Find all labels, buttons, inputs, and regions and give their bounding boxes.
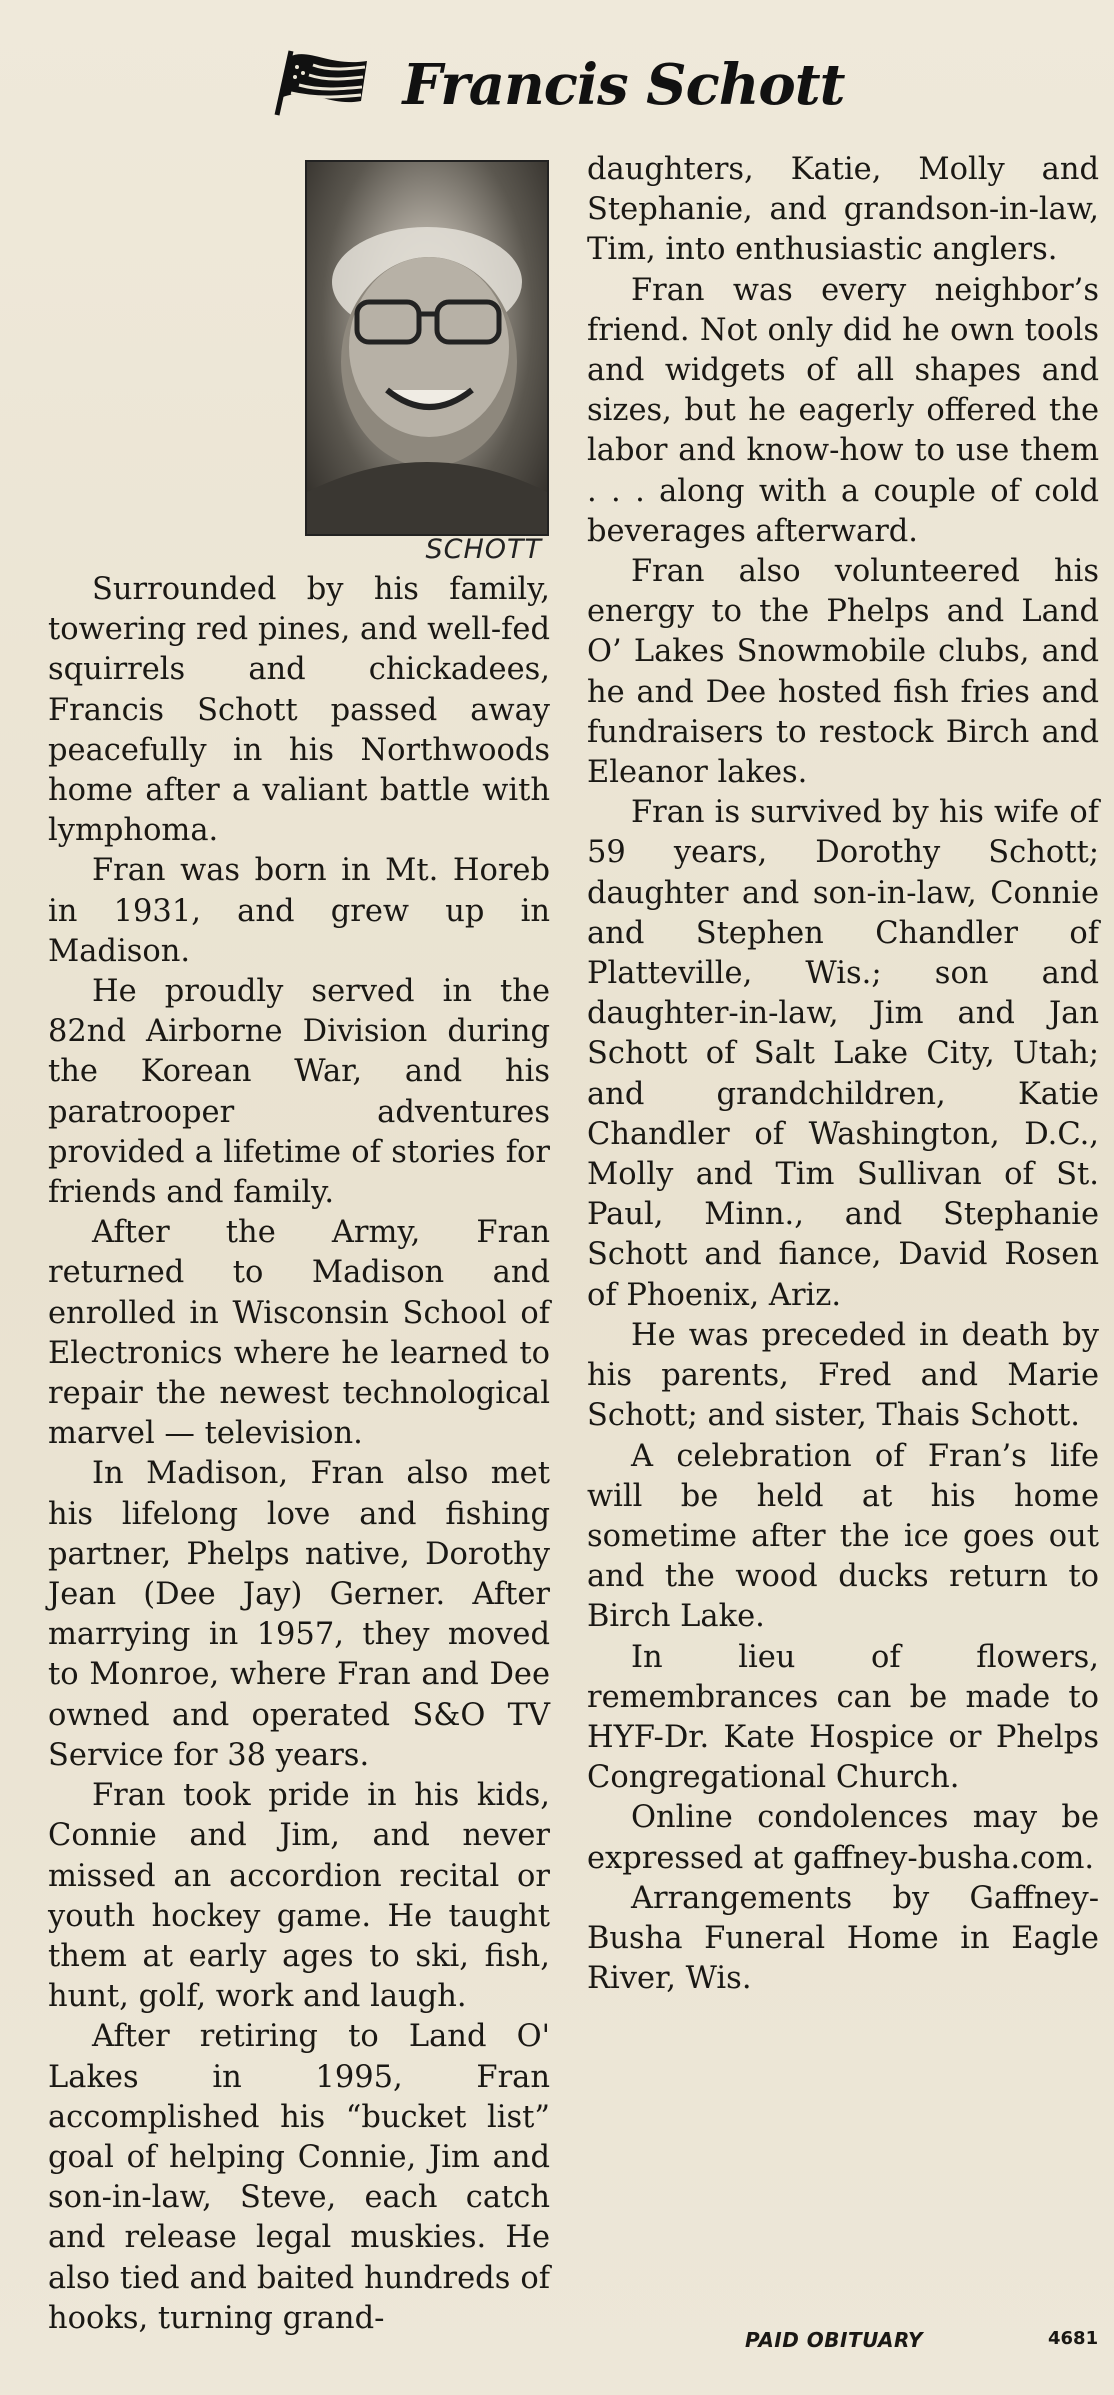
left-paragraph: He proudly served in the 82nd Airborne Division during the Korean War, and his paratrooper adventures provided a lifetime of stories for friends and family. <box>48 974 550 1211</box>
right-column <box>587 150 1099 1999</box>
american-flag-icon <box>269 45 374 125</box>
right-paragraph: daughters, Katie, Molly and Stephanie, and grandson-in-law, Tim, into enthusiastic anglers. <box>587 152 1099 268</box>
left-paragraph: Fran took pride in his kids, Connie and Jim, and never missed an accordion recital or youth hockey game. He taught them at early ages to ski, fish, hunt, golf, work and laugh. <box>48 1778 550 2015</box>
portrait-photo-block <box>295 160 550 570</box>
left-paragraph: After retiring to Land O' Lakes in 1995, Fran accomplished his “bucket list” goal of helping Connie, Jim and son-in-law, Steve, each catch and release legal muskies. He also tied and baited hundreds of hooks, turning grand- <box>48 2019 550 2336</box>
right-paragraph: Fran is survived by his wife of 59 years, Dorothy Schott; daughter and son-in-law, Connie and Stephen Chandler of Platteville, Wis.; son and daughter-in-law, Jim and Jan Schott of Salt Lake City, Utah; and grandchildren, Katie Chandler of Washington, D.C., Molly and Tim Sullivan of St. Paul, Minn., and Stephanie Schott and fiance, David Rosen of Phoenix, Ariz. <box>587 795 1099 1313</box>
right-paragraph: In lieu of flowers, remembrances can be made to HYF-Dr. Kate Hospice or Phelps Congregational Church. <box>587 1639 1099 1796</box>
obituary-footer <box>0 2328 1114 2368</box>
right-paragraph: Fran was every neighbor’s friend. Not only did he own tools and widgets of all shapes and sizes, but he eagerly offered the labor and know-how to use them . . . along with a couple of cold beverages afterward. <box>587 272 1099 549</box>
left-paragraph: In Madison, Fran also met his lifelong love and fishing partner, Phelps native, Dorothy Jean (Dee Jay) Gerner. After marrying in 1957, they moved to Monroe, where Fran and Dee owned and operated S&O TV Service for 38 years. <box>48 1456 550 1773</box>
right-paragraph: Arrangements by Gaffney-Busha Funeral Home in Eagle River, Wis. <box>587 1880 1099 1997</box>
right-paragraph: A celebration of Fran’s life will be held at his home sometime after the ice goes out and the wood ducks return to Birch Lake. <box>587 1438 1099 1635</box>
left-paragraph: Fran was born in Mt. Horeb in 1931, and grew up in Madison. <box>48 853 550 969</box>
left-paragraph: After the Army, Fran returned to Madison and enrolled in Wisconsin School of Electronics where he learned to repair the newest technological marvel — television. <box>48 1215 550 1452</box>
paid-obituary-label: PAID OBITUARY <box>745 2328 924 2352</box>
ad-number: 4681 <box>1048 2328 1099 2349</box>
right-paragraph: He was preceded in death by his parents, Fred and Marie Schott; and sister, Thais Schott. <box>587 1317 1099 1434</box>
left-column <box>48 150 550 2339</box>
obituary-header <box>0 30 1114 140</box>
photo-caption: SCHOTT <box>425 533 542 565</box>
portrait-photo <box>305 160 549 536</box>
left-paragraph: Surrounded by his family, towering red pines, and well-fed squirrels and chickadees, Francis Schott passed away peacefully in his Northwoods home after a valiant battle with lymphoma. <box>48 572 550 849</box>
obituary-title: Francis Schott <box>402 52 845 118</box>
right-paragraph: Online condolences may be expressed at gaffney-busha.com. <box>587 1800 1099 1876</box>
right-paragraph: Fran also volunteered his energy to the Phelps and Land O’ Lakes Snowmobile clubs, and he and Dee hosted fish fries and fundraisers to restock Birch and Eleanor lakes. <box>587 554 1099 791</box>
